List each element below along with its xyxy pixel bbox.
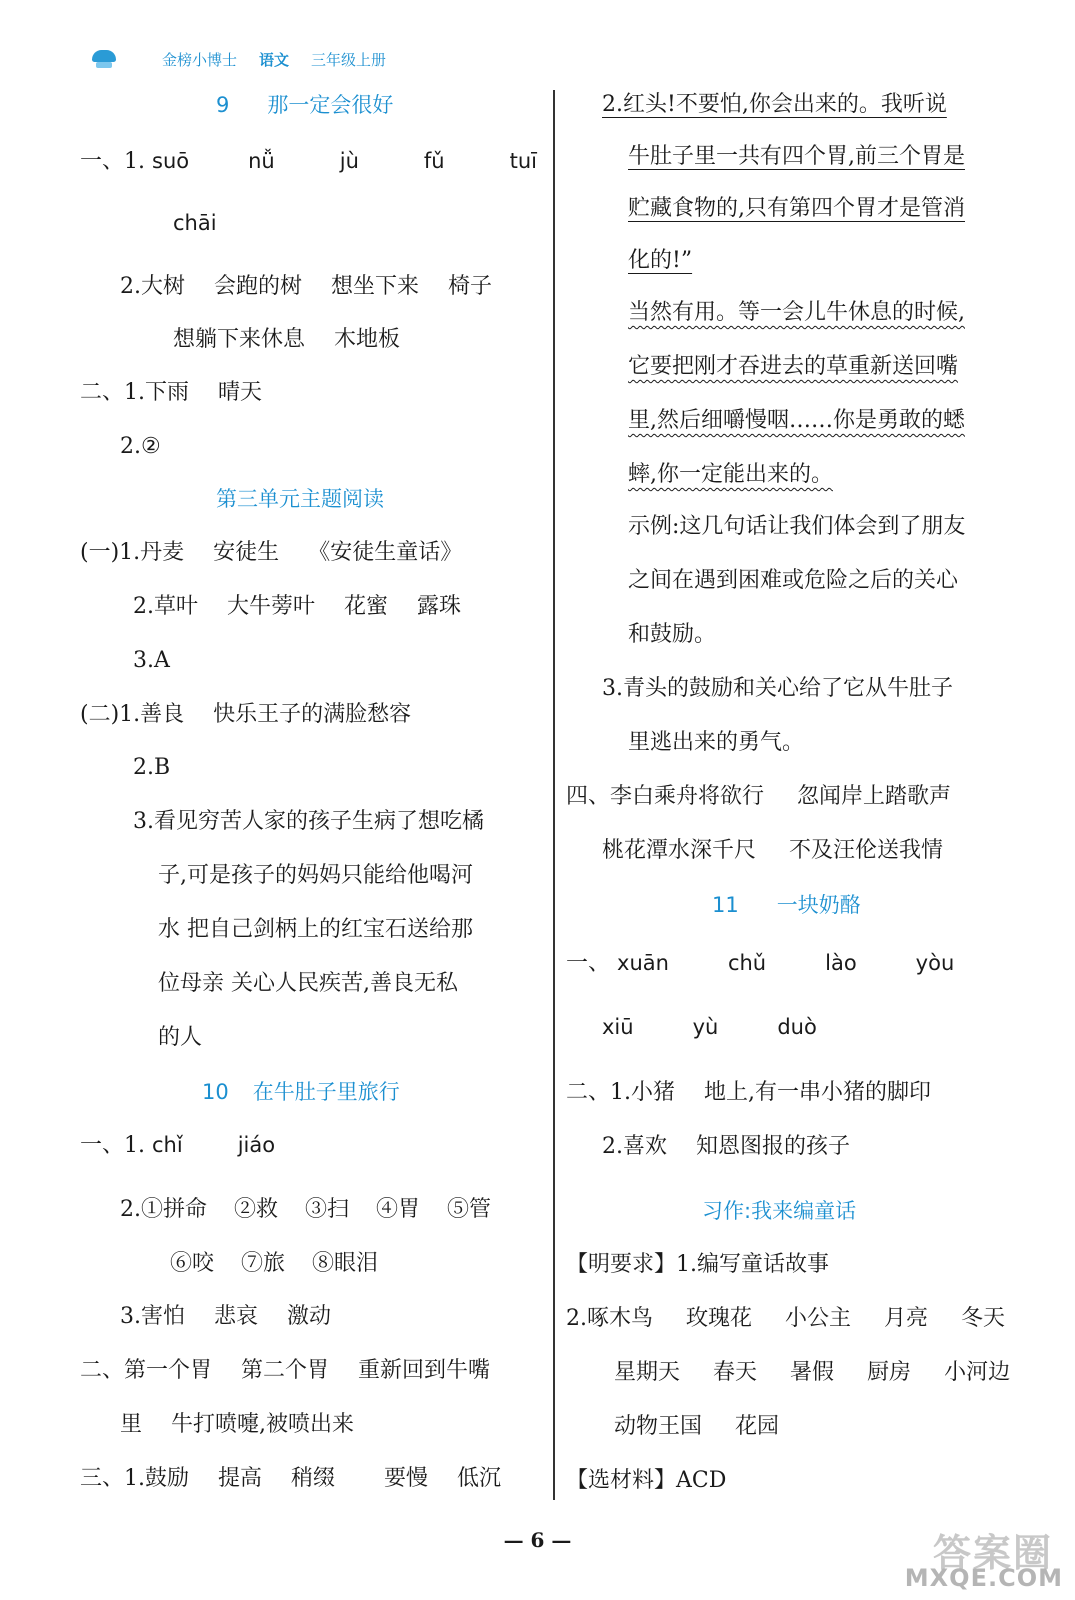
answer-xz-2: 2.啄木鸟 玫瑰花 小公主 月亮 冬天: [566, 1306, 1006, 1331]
answer-r-q2-p2-l4: 蟀,你一定能出来的。: [628, 462, 833, 487]
answer-r-q2-p2-l1: 当然有用。等一会儿牛休息的时候,: [628, 300, 965, 325]
page-number: — 6 —: [503, 1528, 572, 1552]
answer-u3-b3-l2: 子,可是孩子的妈妈只能给他喝河: [158, 863, 473, 888]
answer-xz-3: 【选材料】ACD: [566, 1468, 727, 1493]
answer-r-q3-l2: 里逃出来的勇气。: [628, 730, 805, 755]
answer-s10-q1: 一、1. chǐ jiáo: [80, 1133, 276, 1158]
brand-logo-icon: [90, 48, 120, 70]
answer-r-q2-l2: 牛肚子里一共有四个胃,前三个胃是: [628, 144, 965, 169]
answer-u3-b2: 2.B: [133, 755, 171, 780]
answer-s10-q1-3: 3.害怕 悲哀 激动: [120, 1304, 332, 1329]
column-divider: [553, 90, 555, 1500]
section-title-10: 10 在牛肚子里旅行: [202, 1080, 400, 1104]
subject-name: 语文: [259, 50, 290, 69]
answer-u3-a2: 2.草叶 大牛蒡叶 花蜜 露珠: [133, 594, 462, 619]
answer-u3-a3: 3.A: [133, 648, 170, 673]
answer-r-example-l3: 和鼓励。: [628, 622, 717, 647]
answer-s10-q2-cont: 里 牛打喷嚏,被喷出来: [120, 1412, 355, 1437]
answer-s9-q1-2-cont: 想躺下来休息 木地板: [173, 327, 401, 352]
answer-s10-q2: 二、第一个胃 第二个胃 重新回到牛嘴: [80, 1358, 491, 1383]
answer-s10-q1-2-cont: ⑥咬 ⑦旅 ⑧眼泪: [170, 1251, 379, 1276]
answer-u3-b3-l3: 水 把自己剑柄上的红宝石送给那: [158, 917, 473, 942]
section-title-xizuo: 习作:我来编童话: [702, 1199, 857, 1223]
section-title-9: 9 那一定会很好: [216, 93, 394, 117]
section-title-unit3: 第三单元主题阅读: [216, 487, 384, 511]
section-title-11: 11 一块奶酪: [712, 893, 861, 917]
answer-r-q2-p2-l3: 里,然后细嚼慢咽……你是勇敢的蟋: [628, 408, 965, 433]
answer-u3-a1: (一)1.丹麦 安徒生 《安徒生童话》: [80, 540, 463, 565]
answer-r-q2-p2-l2: 它要把刚才吞进去的草重新送回嘴: [628, 354, 959, 379]
answer-s11-q1: 一、 xuān chǔ lào yòu: [566, 951, 955, 976]
answer-r-q4-l1: 四、李白乘舟将欲行 忽闻岸上踏歌声: [566, 784, 952, 809]
answer-u3-b3-l4: 位母亲 关心人民疾苦,善良无私: [158, 971, 458, 996]
answer-u3-b1: (二)1.善良 快乐王子的满脸愁容: [80, 702, 412, 727]
answer-r-example-l2: 之间在遇到困难或危险之后的关心: [628, 568, 959, 593]
answer-r-q4-l2: 桃花潭水深千尺 不及汪伦送我情: [602, 838, 944, 863]
answer-u3-b3-l5: 的人: [158, 1025, 203, 1050]
answer-r-q2-l4: 化的!”: [628, 248, 693, 273]
answer-s11-q2-2: 2.喜欢 知恩图报的孩子: [602, 1134, 851, 1159]
answer-u3-b3-l1: 3.看见穷苦人家的孩子生病了想吃橘: [133, 809, 484, 834]
page-header: [90, 44, 408, 74]
answer-s9-q1-cont: chāi: [173, 211, 217, 235]
watermark-logo: 答案圈 MXQE.COM: [904, 1531, 1063, 1592]
answer-s10-q3-1: 三、1.鼓励 提高 稍缀 要慢 低沉: [80, 1466, 502, 1491]
answer-xz-2-cont: 星期天 春天 暑假 厨房 小河边: [614, 1360, 1011, 1385]
answer-s11-q1-cont: xiū yù duò: [602, 1015, 817, 1039]
answer-r-example-l1: 示例:这几句话让我们体会到了朋友: [628, 514, 966, 539]
brand-name: 金榜小博士: [162, 50, 238, 69]
answer-s10-q1-2: 2.①拼命 ②救 ③扫 ④胃 ⑤管: [120, 1197, 492, 1222]
answer-s11-q2-1: 二、1.小猪 地上,有一串小猪的脚印: [566, 1080, 931, 1105]
answer-s9-q2-2: 2.②: [120, 434, 161, 459]
answer-s9-q1-2: 2.大树 会跑的树 想坐下来 椅子: [120, 274, 493, 299]
answer-r-q2-l1: 2.红头!不要怕,你会出来的。我听说: [602, 92, 947, 117]
answer-s9-q1: 一、1. suō nǚ jù fǔ tuī: [80, 149, 537, 174]
answer-xz-1: 【明要求】1.编写童话故事: [566, 1252, 829, 1277]
answer-r-q2-l3: 贮藏食物的,只有第四个胃才是管消: [628, 196, 965, 221]
answer-xz-2-cont2: 动物王国 花园: [614, 1414, 780, 1439]
grade-name: 三年级上册: [311, 50, 387, 69]
answer-s9-q2-1: 二、1.下雨 晴天: [80, 380, 263, 405]
answer-r-q3-l1: 3.青头的鼓励和关心给了它从牛肚子: [602, 676, 953, 701]
